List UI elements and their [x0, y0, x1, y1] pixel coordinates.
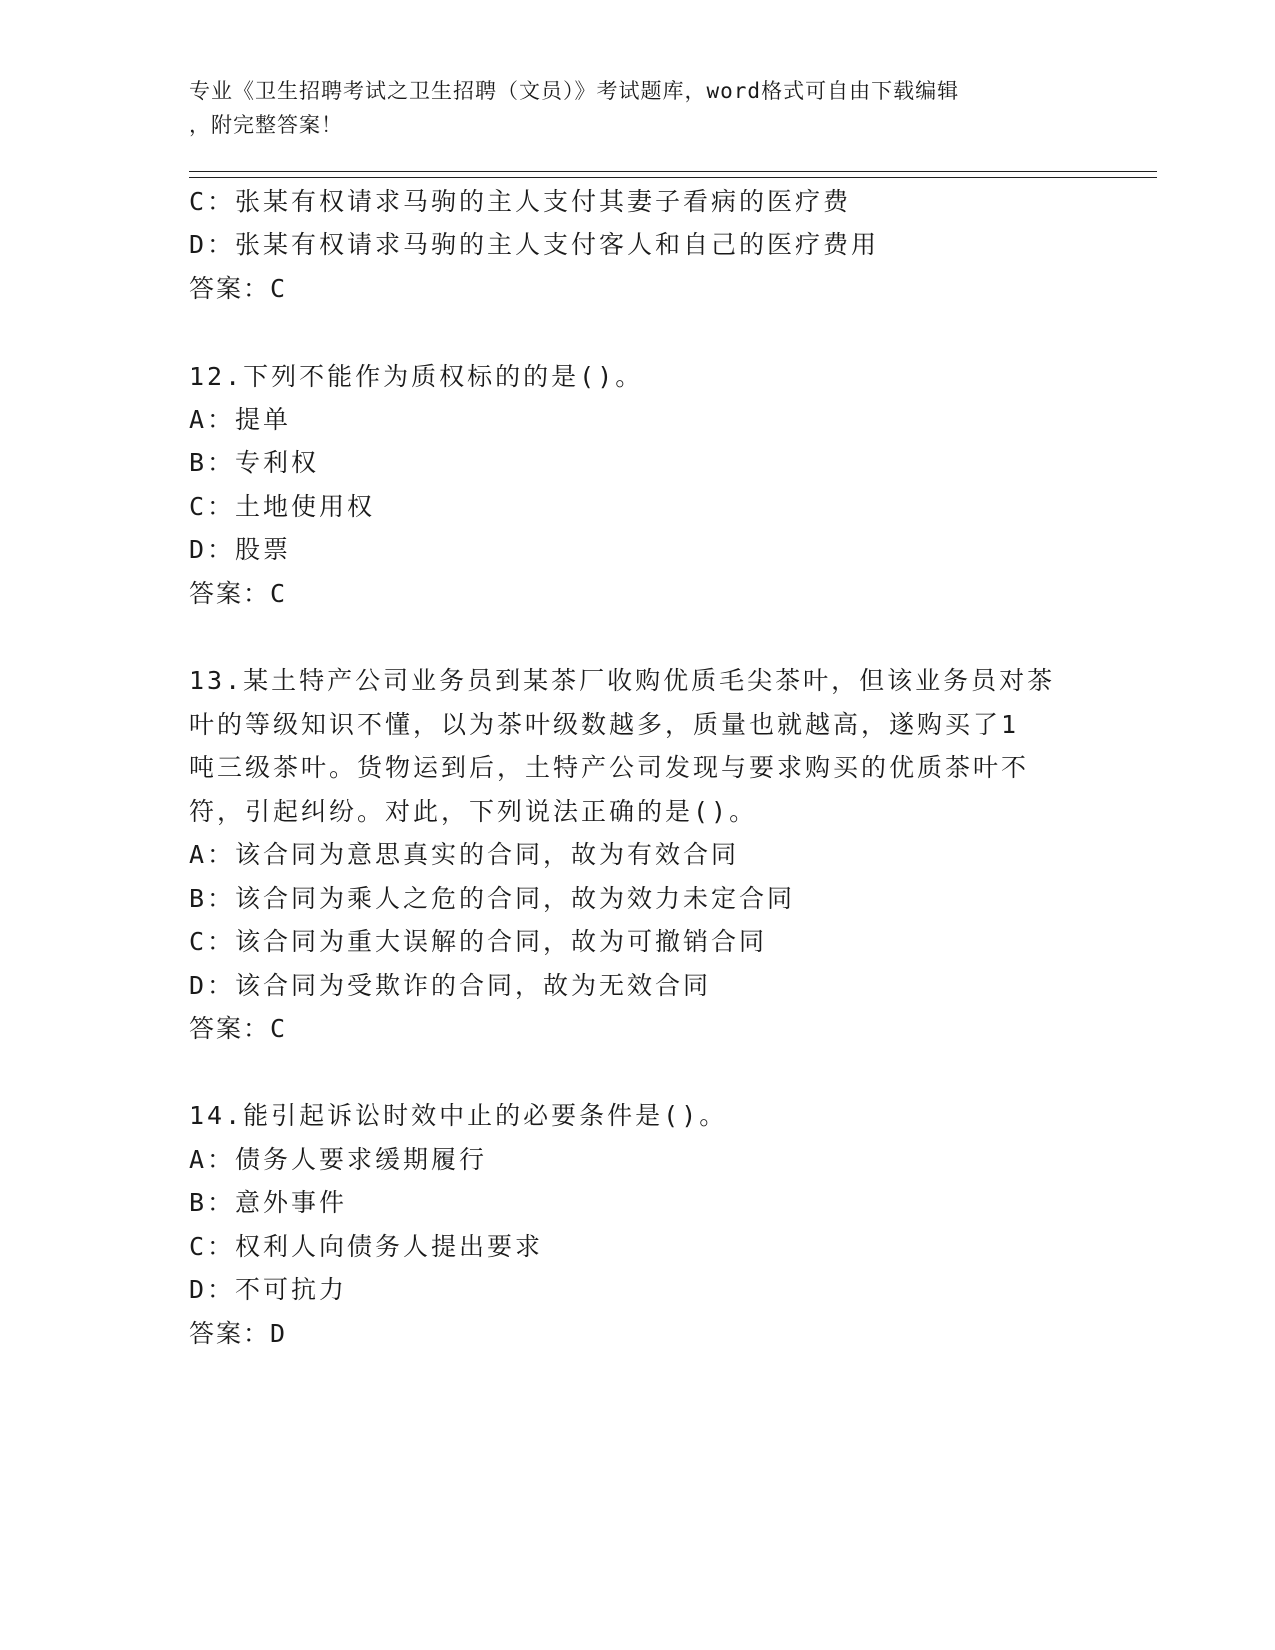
q12-option-b: B：专利权 — [189, 448, 320, 477]
header-divider-top — [189, 171, 1157, 172]
q12-option-c: C：土地使用权 — [189, 492, 376, 521]
header-subtitle: ，附完整答案！ — [189, 113, 343, 137]
q13-answer: 答案：C — [189, 1014, 288, 1043]
q12-option-a: A：提单 — [189, 405, 292, 434]
q12-option-d: D：股票 — [189, 535, 292, 564]
q13-option-d: D：该合同为受欺诈的合同，故为无效合同 — [189, 971, 712, 1000]
header-divider-bottom — [189, 177, 1157, 178]
q14-question: 14.能引起诉讼时效中止的必要条件是()。 — [189, 1101, 728, 1130]
q14-option-a: A：债务人要求缓期履行 — [189, 1145, 488, 1174]
q13-option-a: A：该合同为意思真实的合同，故为有效合同 — [189, 840, 740, 869]
q13-question-line-3: 吨三级茶叶。货物运到后，土特产公司发现与要求购买的优质茶叶不 — [189, 753, 1030, 782]
q14-answer: 答案：D — [189, 1319, 288, 1348]
q11-answer: 答案：C — [189, 274, 288, 303]
q12-answer: 答案：C — [189, 579, 288, 608]
q12-question: 12.下列不能作为质权标的的是()。 — [189, 362, 644, 391]
q13-option-b: B：该合同为乘人之危的合同，故为效力未定合同 — [189, 884, 796, 913]
q11-option-c: C：张某有权请求马驹的主人支付其妻子看病的医疗费 — [189, 187, 852, 216]
header-title: 专业《卫生招聘考试之卫生招聘（文员）》考试题库，word格式可自由下载编辑 — [189, 79, 960, 103]
page-header — [189, 74, 1079, 142]
q11-option-d: D：张某有权请求马驹的主人支付客人和自己的医疗费用 — [189, 230, 880, 259]
q13-question-line-4: 符，引起纠纷。对此，下列说法正确的是()。 — [189, 797, 758, 826]
q14-option-d: D：不可抗力 — [189, 1275, 348, 1304]
q13-question-line-1: 13.某土特产公司业务员到某茶厂收购优质毛尖茶叶，但该业务员对茶 — [189, 666, 1056, 695]
q14-option-b: B：意外事件 — [189, 1188, 348, 1217]
q14-option-c: C：权利人向债务人提出要求 — [189, 1232, 544, 1261]
q13-option-c: C：该合同为重大误解的合同，故为可撤销合同 — [189, 927, 768, 956]
q13-question-line-2: 叶的等级知识不懂，以为茶叶级数越多，质量也就越高，遂购买了1 — [189, 710, 1020, 739]
